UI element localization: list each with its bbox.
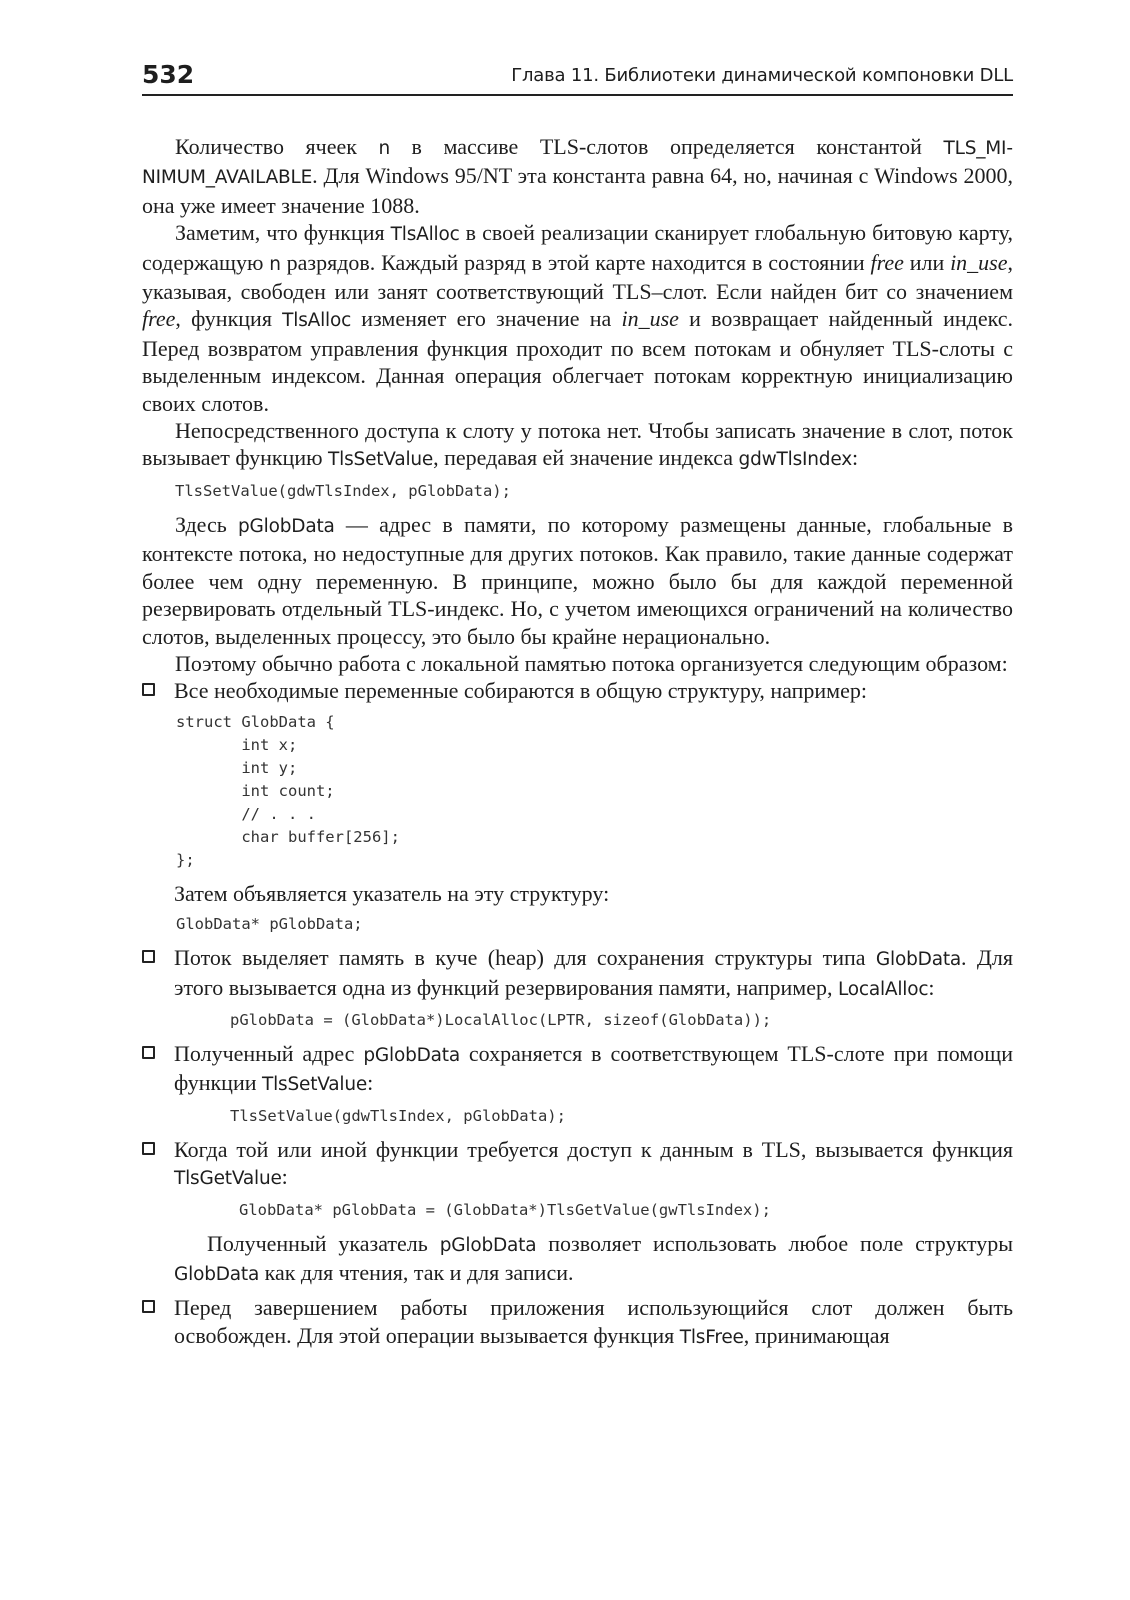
inline-code: TlsAlloc xyxy=(282,310,352,332)
italic-term: free xyxy=(870,249,904,275)
inline-code: TlsSetValue xyxy=(262,1074,368,1096)
inline-code: n xyxy=(378,138,391,159)
text: Полученный адрес xyxy=(174,1040,364,1066)
text: Когда той или иной функции требуется доступ к данным в TLS, вызывается функция xyxy=(174,1136,1013,1162)
text: Количество ячеек xyxy=(175,134,379,159)
checkbox-bullet-icon xyxy=(142,683,155,696)
list-item xyxy=(142,1136,1013,1289)
paragraph-tlsalloc xyxy=(142,219,1013,417)
code-line: int count; xyxy=(176,781,335,800)
inline-code: pGlobData xyxy=(238,515,335,537)
inline-code: pGlobData xyxy=(363,1044,460,1066)
paragraph-pglobdata xyxy=(142,511,1013,650)
text: в своей реализации сканирует глобальную битовую карту, содержащую xyxy=(142,220,1013,275)
checkbox-bullet-icon xyxy=(142,1046,155,1059)
text: , передавая ей значение индекса xyxy=(433,445,739,471)
italic-term: in_use xyxy=(621,306,679,332)
text: . Для этого вызывается одна из функций резервирования памяти, например, xyxy=(174,945,1013,1000)
text: в массиве TLS-слотов определяется константой xyxy=(390,134,944,159)
paragraph-organization: Поэтому обычно работа с локальной памятью потока организуется следующим образом: xyxy=(175,650,1008,676)
inline-code: GlobData xyxy=(875,949,962,971)
text: Все необходимые переменные собираются в общую структуру, например: xyxy=(174,678,867,704)
italic-term: in_use xyxy=(950,249,1008,275)
inline-code: TlsGetValue xyxy=(174,1168,282,1190)
bullet-list xyxy=(142,677,1013,1351)
text: : xyxy=(367,1070,374,1096)
running-title: Глава 11. Библиотеки динамической компоновки DLL xyxy=(511,65,1013,86)
checkbox-bullet-icon xyxy=(142,1142,155,1155)
text: или xyxy=(903,249,951,275)
list-item xyxy=(142,944,1013,1032)
code-line: int x; xyxy=(176,735,298,754)
text: , принимающая xyxy=(743,1322,890,1348)
code-line: struct GlobData { xyxy=(176,712,335,731)
text: сохраняется в соответствующем TLS-слоте при помощи функции xyxy=(174,1040,1013,1096)
text: позволяет использовать любое поле структуры xyxy=(536,1230,1013,1256)
text: : xyxy=(851,445,859,471)
text: Полученный указатель xyxy=(207,1230,440,1256)
text: как для чтения, так и для записи. xyxy=(259,1259,574,1285)
code-block-pointer: GlobData* pGlobData; xyxy=(176,915,363,934)
text: Перед завершением работы приложения использующийся слот должен быть освобожден. Для этой операции вызывается функция xyxy=(174,1295,1013,1348)
text: Заметим, что функция xyxy=(175,220,391,246)
text: Здесь xyxy=(175,511,238,537)
page-body xyxy=(142,133,1013,1351)
inline-code: gdwTlsIndex xyxy=(738,449,852,471)
code-line: }; xyxy=(176,850,195,869)
code-block-localalloc: pGlobData = (GlobData*)LocalAlloc(LPTR, sizeof(GlobData)); xyxy=(230,1010,772,1029)
text: Поток выделяет память в куче (heap) для сохранения структуры типа xyxy=(174,945,876,971)
code-line: int y; xyxy=(176,758,298,777)
text: Непосредственного доступа к слоту у потока нет. Чтобы записать значение в слот, поток вызывает функцию xyxy=(142,418,1013,471)
code-block-tlsgetvalue: GlobData* pGlobData = (GlobData*)TlsGetValue(gwTlsIndex); xyxy=(239,1200,771,1219)
list-item xyxy=(142,1294,1013,1351)
code-block-tlssetvalue-2: TlsSetValue(gdwTlsIndex, pGlobData); xyxy=(230,1106,566,1125)
inline-code: TLS_MINIMUM_AVAILABLE xyxy=(142,138,1013,189)
text: Затем объявляется указатель на эту структуру: xyxy=(174,880,610,906)
text: разрядов. Каждый разряд в этой карте находится в состоянии xyxy=(280,249,871,275)
inline-code: n xyxy=(269,253,281,275)
inline-code: TlsSetValue xyxy=(328,449,434,471)
inline-code: TlsAlloc xyxy=(390,224,460,246)
checkbox-bullet-icon xyxy=(142,1300,155,1313)
code-block-struct xyxy=(176,711,1013,872)
page-number: 532 xyxy=(142,60,195,89)
text: : xyxy=(928,974,935,1000)
text: , функция xyxy=(175,306,283,332)
list-item xyxy=(142,677,1013,936)
inline-code: TlsFree xyxy=(679,1326,744,1348)
italic-term: free xyxy=(142,306,176,332)
code-line: char buffer[256]; xyxy=(176,827,400,846)
paragraph-pointer-usage xyxy=(174,1230,1013,1289)
page-header xyxy=(142,58,1013,96)
inline-code: pGlobData xyxy=(439,1234,537,1256)
inline-code: LocalAlloc xyxy=(837,978,929,1000)
text: : xyxy=(281,1164,288,1190)
list-item xyxy=(142,1040,1013,1128)
code-block-tlssetvalue: TlsSetValue(gdwTlsIndex, pGlobData); xyxy=(175,481,511,500)
text: . Для Windows 95/NT эта константа равна 64, но, начиная с Windows 2000, она уже имеет значение 1088. xyxy=(142,163,1013,218)
inline-code: GlobData xyxy=(174,1263,260,1285)
text: и возвращает найденный индекс. Перед возвратом управления функция проходит по всем потокам и обнуляет TLS-слоты с выделенным индексом. Данная операция облегчает потокам корректную инициализацию своих слотов. xyxy=(142,306,1013,416)
code-line: // . . . xyxy=(176,804,316,823)
paragraph-slot-access xyxy=(142,417,1013,474)
text: — адрес в памяти, по которому размещены данные, глобальные в контексте потока, но недоступные для других потоков. Как правило, такие данные содержат более чем одну переменную. В принципе, можно было бы для каждой переменной резервировать отдельный TLS-индекс. Но, с учетом имеющихся ограничений на количество слотов, выделенных процессу, это было бы крайне нерационально. xyxy=(142,511,1013,649)
checkbox-bullet-icon xyxy=(142,950,155,963)
text: изменяет его значение на xyxy=(351,306,622,332)
text: , указывая, свободен или занят соответствующий TLS–слот. Если найден бит со значением xyxy=(142,249,1014,305)
paragraph-tls-slot-count xyxy=(142,133,1013,219)
